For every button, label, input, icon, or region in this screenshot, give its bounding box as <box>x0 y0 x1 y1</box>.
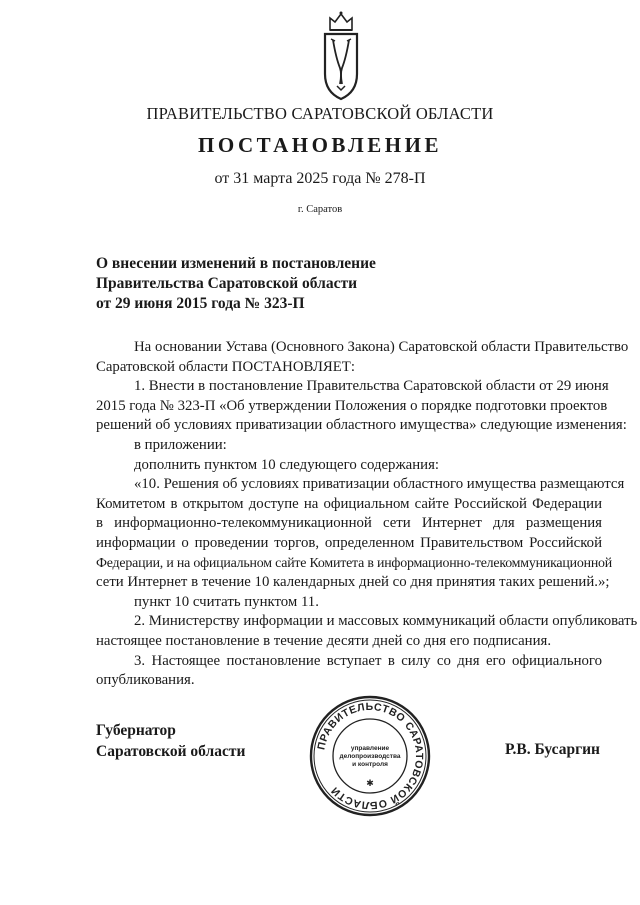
body-line: дополнить пунктом 10 следующего содержания: <box>134 456 440 473</box>
body-line: На основании Устава (Основного Закона) Саратовской области Правительство <box>134 339 629 355</box>
official-seal <box>308 694 432 818</box>
subject-line: от 29 июня 2015 года № 323-П <box>96 295 305 312</box>
seal-center-line: и контроля <box>352 761 388 768</box>
seal-center-line: управление <box>350 745 390 752</box>
body-line: настоящее постановление в течение десяти дней со дня его подписания. <box>96 632 552 649</box>
body-line: решений об условиях приватизации областного имущества» следующие изменения: <box>96 417 627 434</box>
seal-ring-text: ПРАВИТЕЛЬСТВО САРАТОВСКОЙ ОБЛАСТИ <box>315 700 426 812</box>
coat-of-arms-icon <box>318 10 364 102</box>
body-line: 1. Внести в постановление Правительства Саратовской области от 29 июня <box>134 378 609 395</box>
document-date-number: от 31 марта 2025 года № 278-П <box>214 170 426 187</box>
body-line: опубликования. <box>96 672 195 689</box>
body-line: 2015 года № 323-П «Об утверждении Положения о порядке подготовки проектов <box>96 397 608 414</box>
body-line: информации о проведении торгов, определенном Правительством Российской <box>96 534 602 551</box>
seal-center-line: делопроизводства <box>339 753 401 760</box>
signatory-position-line: Саратовской области <box>96 743 246 760</box>
body-line: 2. Министерству информации и массовых коммуникаций области опубликовать <box>134 613 638 630</box>
document-body <box>96 338 638 691</box>
signatory-position-line: Губернатор <box>96 722 176 739</box>
document-subject <box>96 254 376 314</box>
document-city: г. Саратов <box>297 204 343 215</box>
seal-star-icon: ✱ <box>366 779 374 789</box>
subject-line: О внесении изменений в постановление <box>96 255 376 272</box>
document-type: ПОСТАНОВЛЕНИЕ <box>198 133 442 157</box>
signatory-name: Р.В. Бусаргин <box>505 741 600 758</box>
body-line: сети Интернет в течение 10 календарных дней со дня принятия таких решений.»; <box>96 574 610 591</box>
body-line: «10. Решения об условиях приватизации областного имущества размещаются <box>134 476 625 493</box>
body-line: в приложении: <box>134 436 227 453</box>
body-line: Комитетом в открытом доступе на официальном сайте Российской Федерации <box>96 495 602 512</box>
body-line: Федерации, и на официальном сайте Комитета в информационно-телекоммуникационной <box>96 555 613 571</box>
government-name: ПРАВИТЕЛЬСТВО САРАТОВСКОЙ ОБЛАСТИ <box>146 104 494 123</box>
body-line: пункт 10 считать пунктом 11. <box>134 593 319 610</box>
body-line: 3. Настоящее постановление вступает в силу со дня его официального <box>134 652 602 669</box>
subject-line: Правительства Саратовской области <box>96 275 357 292</box>
signatory-position <box>96 720 245 762</box>
body-line: в информационно-телекоммуникационной сети Интернет для размещения <box>96 515 602 532</box>
body-line: Саратовской области ПОСТАНОВЛЯЕТ: <box>96 358 355 375</box>
